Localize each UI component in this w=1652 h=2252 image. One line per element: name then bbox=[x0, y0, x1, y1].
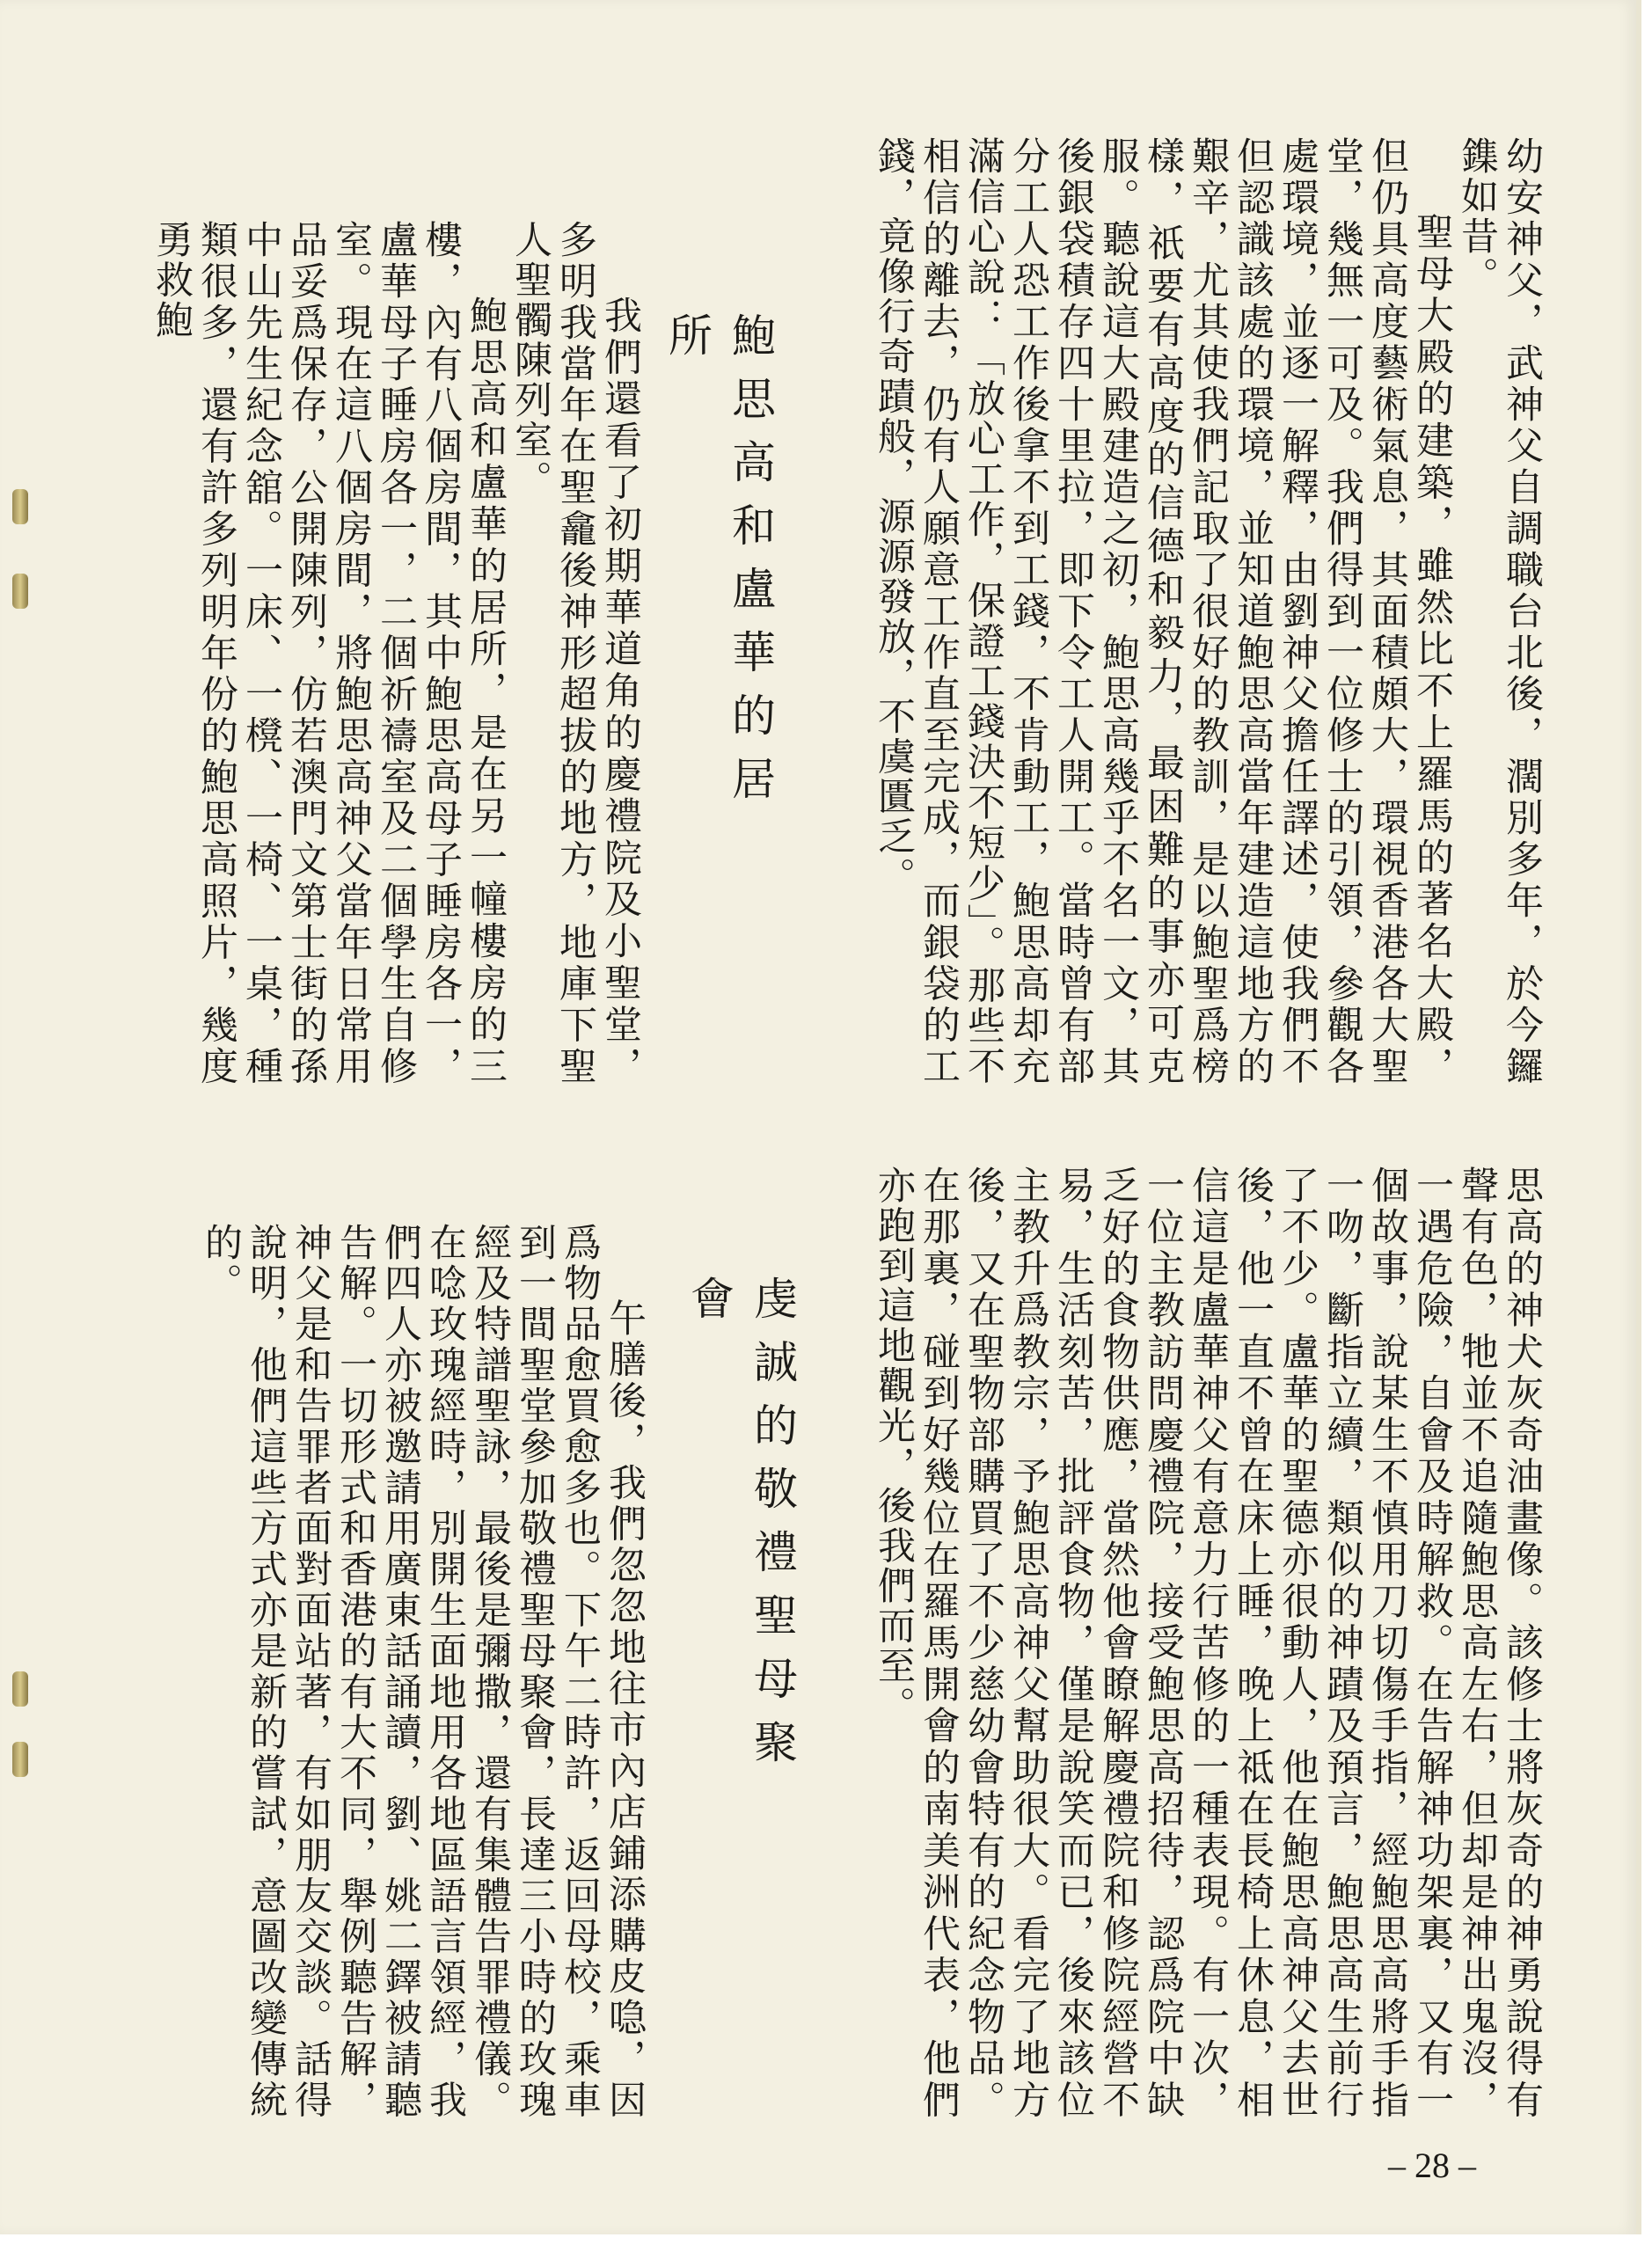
bottom-paragraph-2: 午膳後，我們忽忽地往市內店鋪添購皮喼，因爲物品愈買愈多也。下午二時許，返回母校，乘車到一間聖堂參加敬禮聖母聚會，長達三小時的玫瑰經及特譜聖詠，最後是彌撒，還有集體告罪禮儀。在唸玫瑰經時，別開生面地用各地區語言領經，我們四人亦被邀請用廣東話誦讀，劉、姚二鐸被請聽告解。一切形式和香港的有大不同，舉例聽告解，神父是和告罪者面對面站著，有如朋友交談。話得說明，他們這些方式亦是新的嘗試，意圖改變傳統的。 bbox=[199, 1223, 647, 2120]
top-paragraph-2: 聖母大殿的建築，雖然比不上羅馬的著名大殿，但仍具高度藝術氣息，其面積頗大，環視香港各大聖堂，幾無一可及。我們得到一位修士的引領，參觀各處環境，並逐一解釋，由劉神父擔任譯述，使我們不但認識該處的環境，並知道鮑思高當年建造這地方的艱辛，尤其使我們記取了很好的教訓，是以鮑聖爲榜樣，祇要有高度的信德和毅力，最困難的事亦可克服。聽說這大殿建造之初，鮑思高幾乎不名一文，其後銀袋積存四十里拉，即下令工人開工。當時曾有部分工人恐工作後拿不到工錢，不肯動工，鮑思高却充滿信心說：「放心工作，保證工錢決不短少」。那些不相信的離去，仍有人願意工作直至完成，而銀袋的工錢，竟像行奇蹟般，源源發放，不虞匱乏。 bbox=[872, 136, 1454, 1086]
staple-mark bbox=[12, 574, 28, 609]
top-text-block-b bbox=[150, 220, 642, 1086]
page-number: – 28 – bbox=[1388, 2146, 1476, 2185]
bottom-text-block-b bbox=[198, 1223, 647, 2120]
staple-mark bbox=[12, 489, 28, 524]
bottom-text-block-a bbox=[757, 1166, 1544, 2120]
section-heading-rosary-meeting: 虔誠的敬禮聖母聚會 bbox=[683, 1276, 798, 1782]
staple-mark bbox=[12, 1671, 28, 1707]
top-paragraph-1: 幼安神父，武神父自調職台北後，濶別多年，於今鑼鏶如昔。 bbox=[1455, 136, 1544, 1086]
bottom-paragraph-1: 思高的神犬灰奇油畫像。該修士將灰奇的神勇說得有聲有色，牠並不追隨鮑思高左右，但却是神出鬼沒，一遇危險，自會及時解救。在告解神功架裏，又有一個故事，說某生不慎用刀切傷手指，經鮑思高將手指一吻，斷指立續，類似的神蹟及預言，鮑思高生前行了不少。盧華的聖德亦很動人，他在鮑思高神父去世後，他一直不曾在床上睡，晚上祗在長椅上休息，相信這是盧華神父有意力行苦修的一種表現。有一次，一位主教訪問慶禮院，接受鮑思高招待，認爲院中缺乏好的食物供應，當然他會瞭解慶禮院和修院經營不易，生活刻苦，批評食物，僅是說笑而已，後來該位主教升爲教宗，予鮑思高神父幫助很大。看完了地方後，又在聖物部購買了不少慈幼會特有的紀念物品。在那裏，碰到好幾位在羅馬開會的南美洲代表，他們亦跑到這地觀光，後我們而至。 bbox=[872, 1166, 1544, 2120]
staple-mark bbox=[12, 1742, 28, 1777]
section-heading-residence: 鮑思高和盧華的居所 bbox=[662, 312, 776, 819]
top-paragraph-3: 我們還看了初期華道角的慶禮院及小聖堂，多明我當年在聖龕後神形超拔的地方，地庫下聖人聖髑陳列室。 bbox=[508, 220, 642, 1086]
top-text-block-a bbox=[757, 136, 1544, 1086]
top-paragraph-4: 鮑思高和盧華的居所，是在另一幢樓房的三樓，內有八個房間，其中鮑思高母子睡房各一，盧華母子睡房各一，二個祈禱室及二個學生自修室。現在這八個房間，將鮑思高神父當年日常用品妥爲保存，公開陳列，仿若澳門文第士街的孫中山先生紀念舘。一床、一櫈、一椅、一桌，種類很多，還有許多列明年份的鮑思高照片，幾度勇救鮑 bbox=[150, 220, 508, 1086]
